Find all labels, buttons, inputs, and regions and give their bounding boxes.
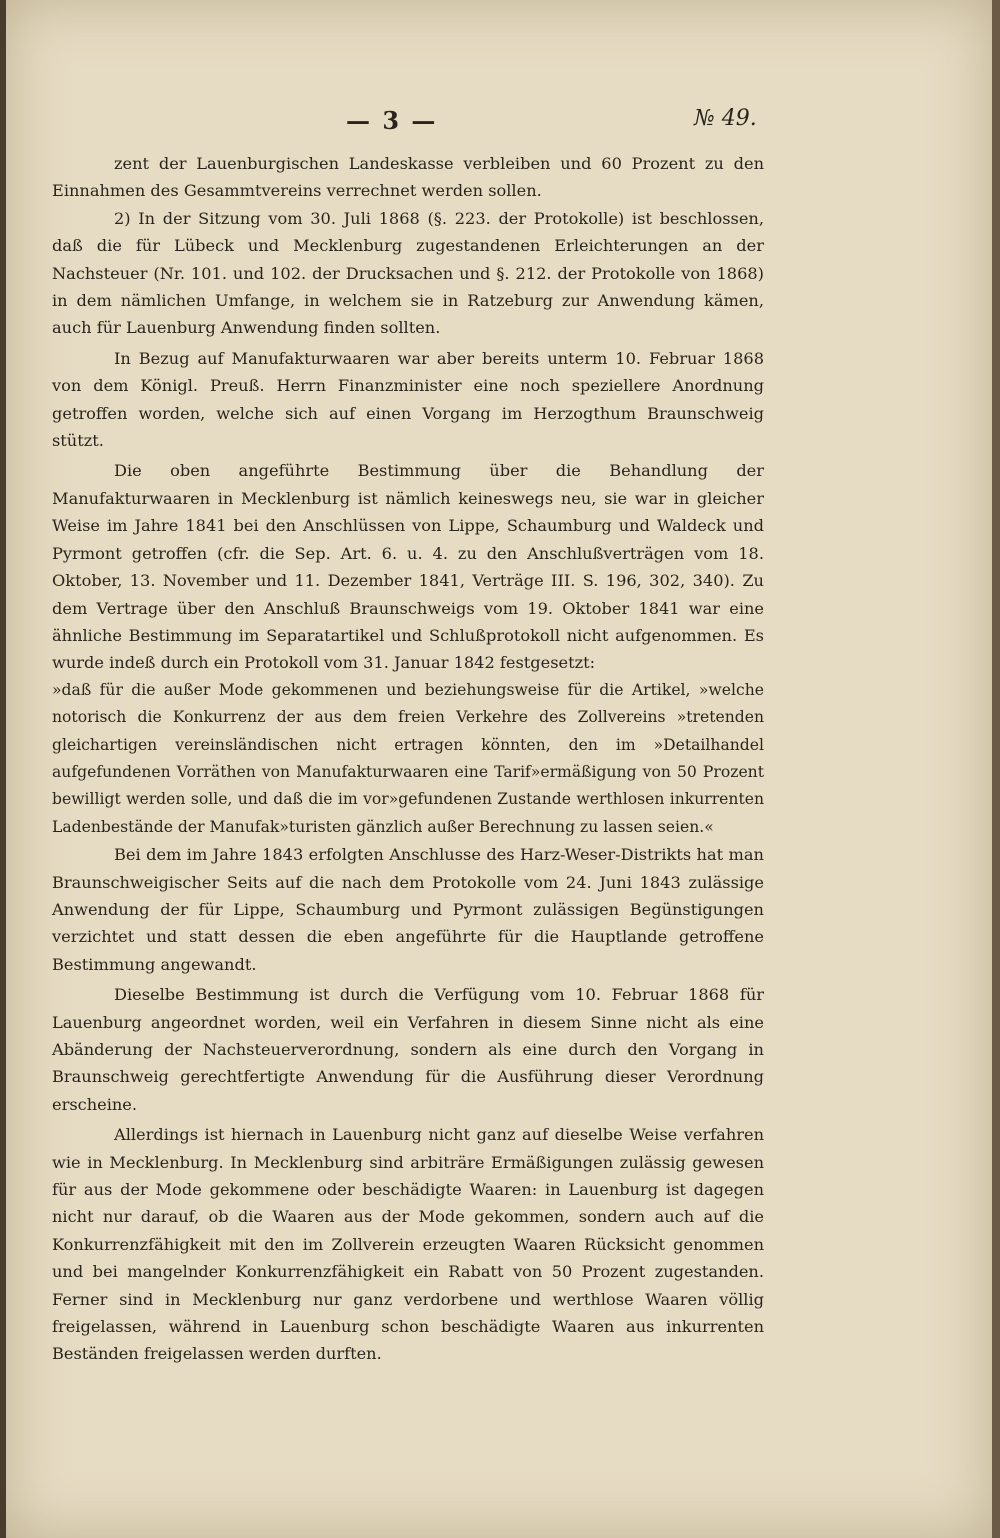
paragraph-provision-history: Die oben angeführte Bestimmung über die Behandlung der Manufakturwaaren in Mecklenburg ist nämlich keineswegs neu, sie war in gleicher Weise im Jahre 1841 bei den Anschlüssen von Lippe, Schaumburg und Waldeck und Pyrmont getroffen (cfr. die Sep. Art. 6. u. 4. zu den Anschlußverträgen vom 18. Oktober, 13. November und 11. Dezember 1841, Verträge III. S. 196, 302, 340). Zu dem Vertrage über den Anschluß Braunschweigs vom 19. Oktober 1841 war eine ähnliche Bestimmung im Separatartikel und Schlußprotokoll nicht aufgenommen. Es wurde indeß durch ein Protokoll vom 31. Januar 1842 festgesetzt: — [52, 461, 764, 673]
document-page — [6, 0, 992, 1538]
paragraph-continuation: zent der Lauenburgischen Landeskasse verbleiben und 60 Prozent zu den Einnahmen des Gesammtvereins verrechnet werden sollen. — [52, 154, 764, 201]
paragraph-harz-weser: Bei dem im Jahre 1843 erfolgten Anschlusse des Harz-Weser-Distrikts hat man Braunschweigischer Seits auf die nach dem Protokolle vom 24. Juni 1843 zulässige Anwendung der für Lippe, Schaumburg und Pyrmont zulässigen Begünstigungen verzichtet und statt dessen die eben angeführte für die Hauptlande getroffene Bestimmung angewandt. — [52, 845, 764, 974]
block-quote: »daß für die außer Mode gekommenen und beziehungsweise für die Artikel, »welche notorisch die Konkurrenz der aus dem freien Verkehre des Zollvereins »tretenden gleichartigen vereinsländischen nicht ertragen könnten, den im »Detailhandel aufgefundenen Vorräthen von Manufakturwaaren eine Tarif»ermäßigung von 50 Prozent bewilligt werden solle, und daß die im vor»gefundenen Zustande werthlosen inkurrenten Ladenbestände der Manufak»turisten gänzlich außer Berechnung zu lassen seien.« — [52, 680, 764, 836]
body-text — [52, 150, 764, 1368]
paragraph-comparison: Allerdings ist hiernach in Lauenburg nicht ganz auf dieselbe Weise verfahren wie in Mecklenburg. In Mecklenburg sind arbiträre Ermäßigungen zulässig gewesen für aus der Mode gekommene oder beschädigte Waaren: in Lauenburg ist dagegen nicht nur darauf, ob die Waaren aus der Mode gekommen, sondern auch auf die Konkurrenzfähigkeit mit den im Zollverein erzeugten Waaren Rücksicht genommen und bei mangelnder Konkurrenzfähigkeit ein Rabatt von 50 Prozent zugestanden. Ferner sind in Mecklenburg nur ganz verdorbene und werthlose Waaren völlig freigelassen, während in Lauenburg schon beschädigte Waaren aus inkurrenten Beständen freigelassen werden durften. — [52, 1125, 764, 1364]
page-number: — 3 — — [346, 106, 438, 135]
paragraph-manufacturing-goods: In Bezug auf Manufakturwaaren war aber bereits unterm 10. Februar 1868 von dem Königl. Preuß. Herrn Finanzminister eine noch speziellere Anordnung getroffen worden, welche sich auf einen Vorgang im Herzogthum Braunschweig stützt. — [52, 348, 764, 451]
paragraph-item-2: 2) In der Sitzung vom 30. Juli 1868 (§. 223. der Protokolle) ist beschlossen, daß die für Lübeck und Mecklenburg zugestandenen Erleichterungen an der Nachsteuer (Nr. 101. und 102. der Drucksachen und §. 212. der Protokolle von 1868) in dem nämlichen Umfange, in welchem sie in Ratzeburg zur Anwendung kämen, auch für Lauenburg Anwendung finden sollten. — [52, 208, 764, 338]
page-header — [6, 106, 992, 146]
paragraph-lauenburg-order: Dieselbe Bestimmung ist durch die Verfügung vom 10. Februar 1868 für Lauenburg angeordnet worden, weil ein Verfahren in diesem Sinne nicht als eine Abänderung der Nachsteuerverordnung, sondern als eine durch den Vorgang in Braunschweig gerechtfertigte Anwendung für die Ausführung dieser Verordnung erscheine. — [52, 985, 764, 1114]
document-number: № 49. — [694, 106, 757, 131]
